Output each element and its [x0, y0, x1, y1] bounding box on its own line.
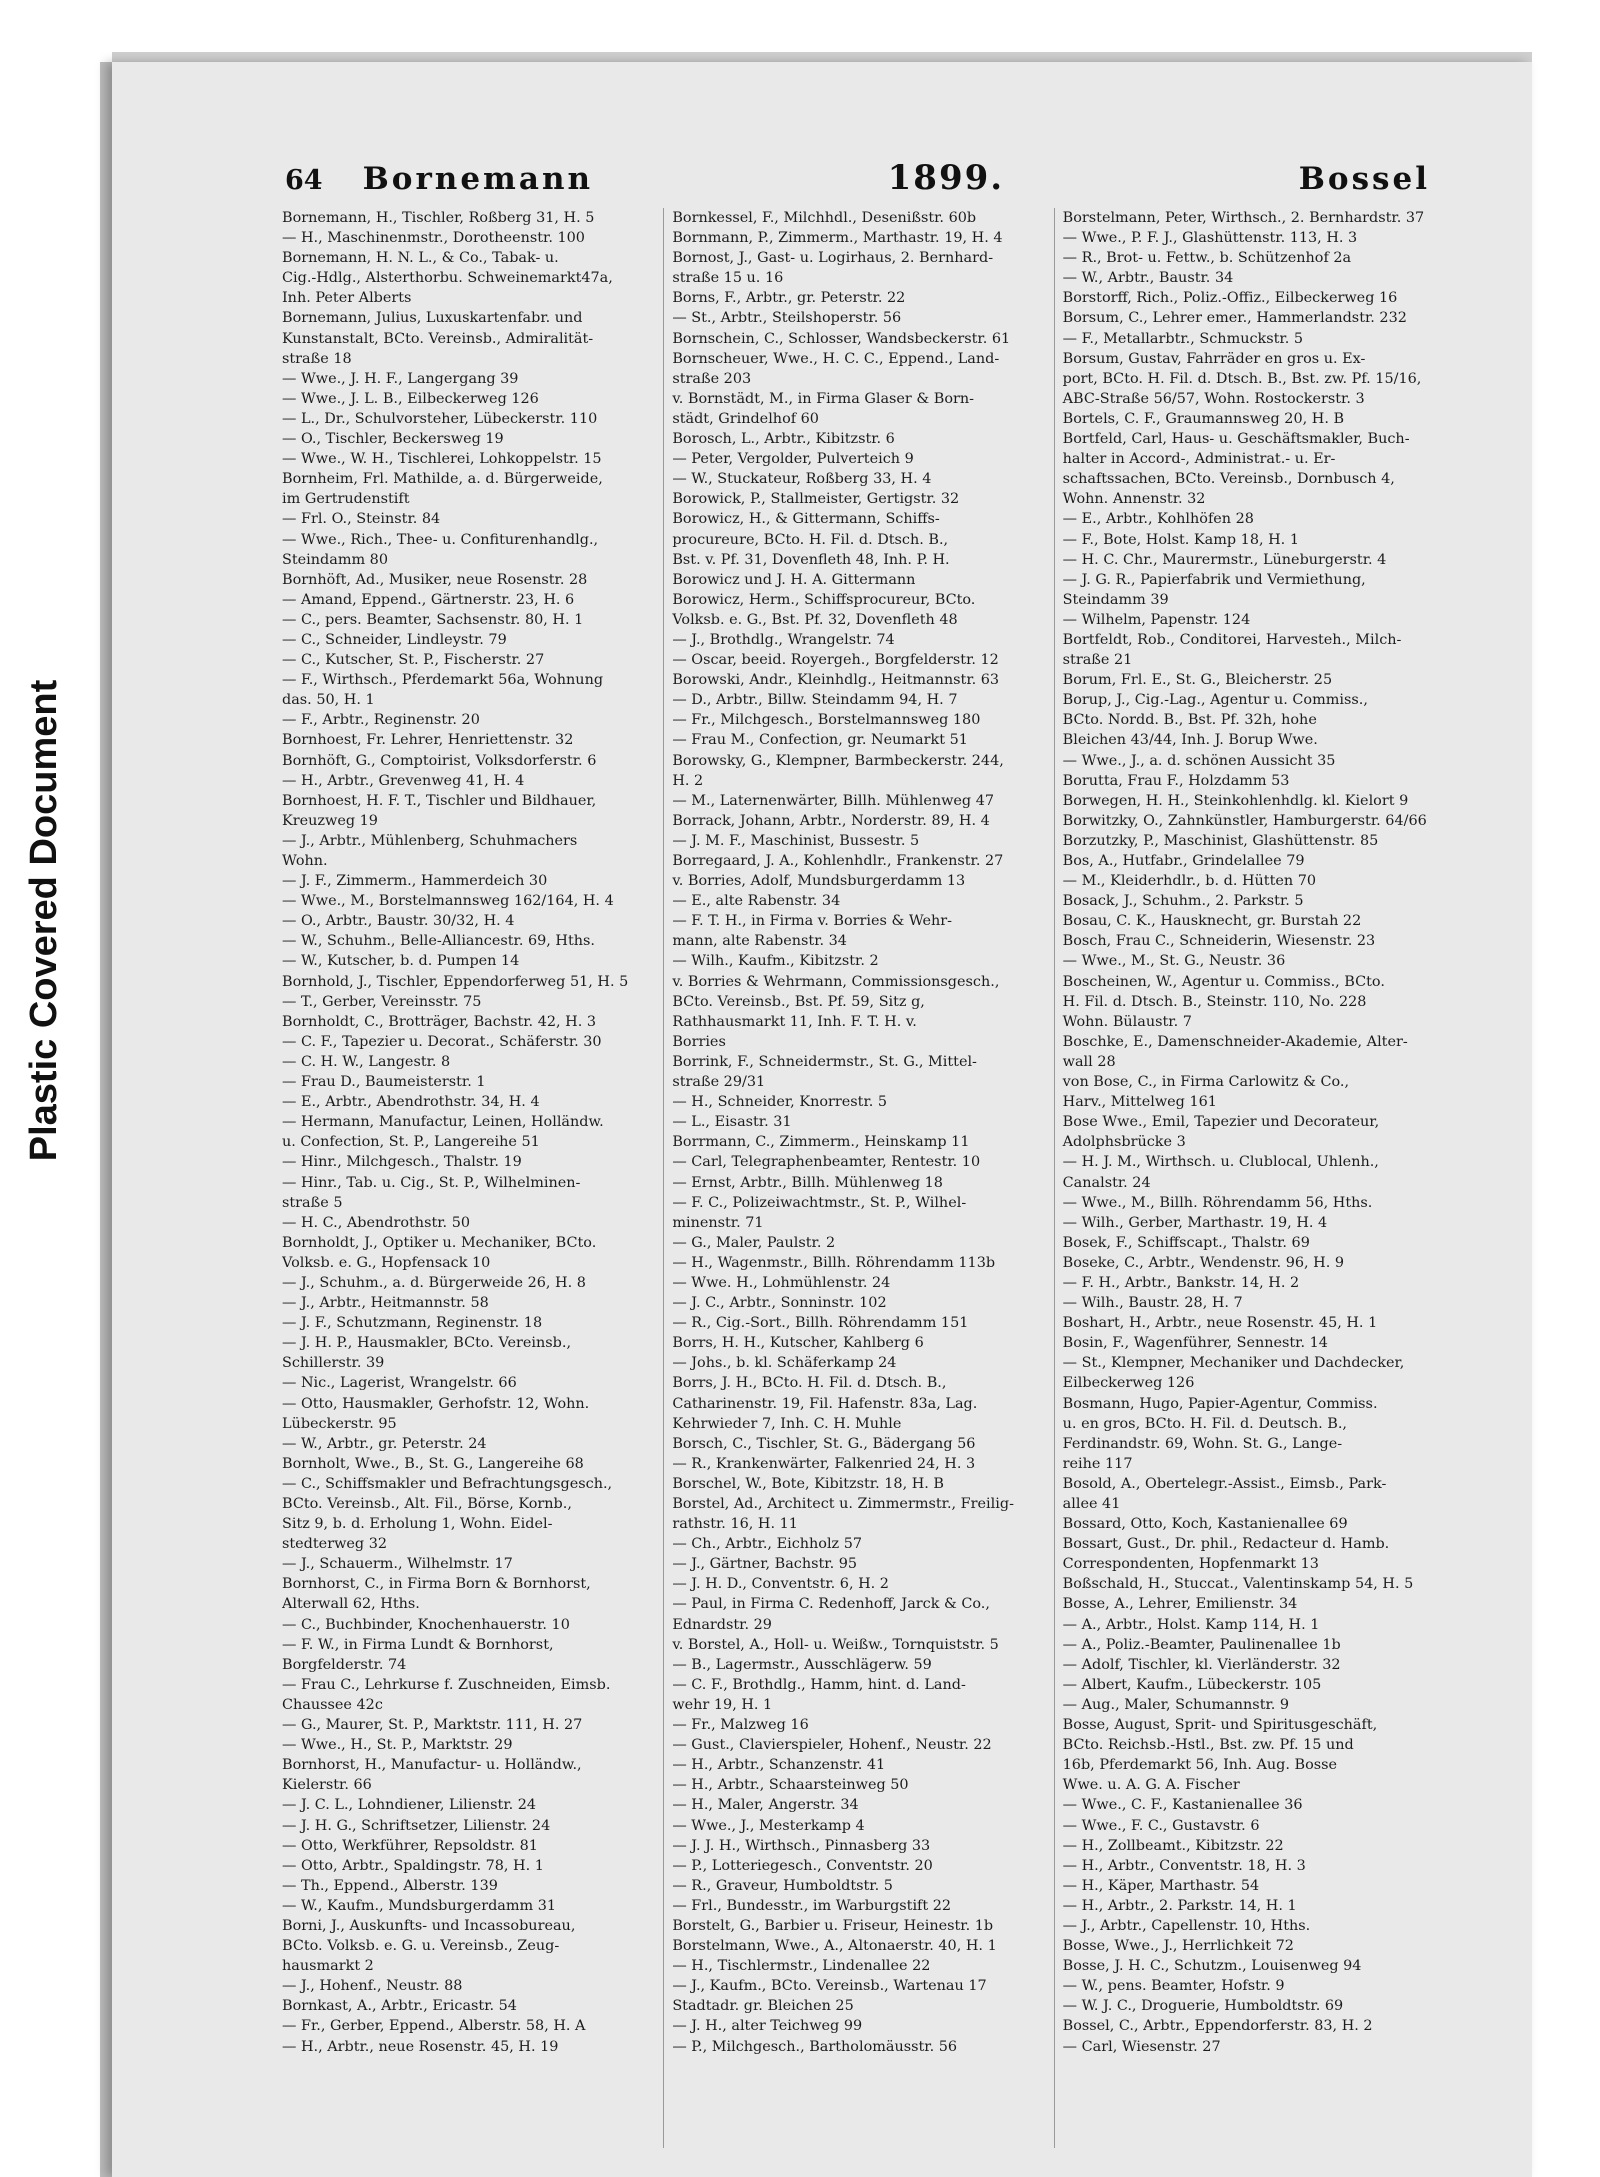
directory-line: — J., Brothdlg., Wrangelstr. 74: [672, 631, 895, 648]
directory-line: — Otto, Werkführer, Repsoldstr. 81: [282, 1837, 538, 1854]
directory-line: stedterweg 32: [282, 1536, 388, 1553]
directory-line: Ferdinandstr. 69, Wohn. St. G., Lange-: [1062, 1435, 1343, 1452]
directory-line: — C., Schiffsmakler und Befrachtungsgesch.,: [282, 1475, 613, 1492]
directory-line: Borrs, H. H., Kutscher, Kahlberg 6: [672, 1335, 924, 1352]
directory-line: Chaussee 42c: [282, 1696, 383, 1713]
directory-line: Bornschein, C., Schlosser, Wandsbeckerstr. 61: [672, 330, 1011, 347]
directory-line: Bossard, Otto, Koch, Kastanienallee 69: [1062, 1516, 1348, 1533]
directory-line: Borrmann, C., Zimmerm., Heinskamp 11: [672, 1134, 970, 1151]
directory-line: Schillerstr. 39: [282, 1355, 385, 1372]
directory-line: — H., Arbtr., Grevenweg 41, H. 4: [282, 772, 525, 789]
directory-line: H. Fil. d. Dtsch. B., Steinstr. 110, No. 228: [1062, 993, 1367, 1010]
directory-line: Bortfeldt, Rob., Conditorei, Harvesteh., Milch-: [1062, 631, 1402, 648]
directory-line: Bosold, A., Obertelegr.-Assist., Eimsb., Park-: [1062, 1475, 1387, 1492]
directory-line: — Johs., b. kl. Schäferkamp 24: [672, 1355, 897, 1372]
directory-line: — W. J. C., Droguerie, Humboldtstr. 69: [1062, 1998, 1344, 2015]
directory-line: — C., pers. Beamter, Sachsenstr. 80, H. 1: [282, 611, 584, 628]
directory-line: Kunstanstalt, BCto. Vereinsb., Admiralität-: [282, 330, 594, 347]
directory-line: Borsum, C., Lehrer emer., Hammerlandstr. 232: [1062, 310, 1407, 327]
directory-line: reihe 117: [1062, 1455, 1133, 1472]
directory-line: Bortels, C. F., Graumannsweg 20, H. B: [1062, 410, 1345, 427]
directory-line: Bornhöft, Ad., Musiker, neue Rosenstr. 28: [282, 571, 588, 588]
directory-line: u. en gros, BCto. H. Fil. d. Deutsch. B.,: [1062, 1415, 1348, 1432]
directory-line: — A., Poliz.-Beamter, Paulinenallee 1b: [1062, 1636, 1341, 1653]
directory-line: — H., Arbtr., 2. Parkstr. 14, H. 1: [1062, 1897, 1297, 1914]
directory-line: Bosse, A., Lehrer, Emilienstr. 34: [1062, 1596, 1298, 1613]
directory-line: Borgfelderstr. 74: [282, 1656, 407, 1673]
directory-line: Ednardstr. 29: [672, 1616, 772, 1633]
directory-line: — R., Krankenwärter, Falkenried 24, H. 3: [672, 1455, 976, 1472]
header-left: [285, 161, 593, 197]
directory-line: Borns, F., Arbtr., gr. Peterstr. 22: [672, 290, 906, 307]
directory-line: Bortfeld, Carl, Haus- u. Geschäftsmakler, Buch-: [1062, 431, 1410, 448]
directory-line: Borowicz, H., & Gittermann, Schiffs-: [672, 511, 940, 528]
directory-line: Canalstr. 24: [1062, 1174, 1151, 1191]
directory-line: Bornhorst, C., in Firma Born & Bornhorst,: [282, 1576, 591, 1593]
directory-line: Wohn. Bülaustr. 7: [1062, 1013, 1192, 1030]
directory-line: — Nic., Lagerist, Wrangelstr. 66: [282, 1375, 517, 1392]
directory-line: — Gust., Clavierspieler, Hohenf., Neustr. 22: [672, 1737, 992, 1754]
directory-line: — W., Arbtr., Baustr. 34: [1062, 270, 1234, 287]
directory-line: Borum, Frl. E., St. G., Bleicherstr. 25: [1062, 672, 1333, 689]
directory-line: v. Bornstädt, M., in Firma Glaser & Born-: [672, 390, 975, 407]
directory-line: — Wilh., Baustr. 28, H. 7: [1062, 1295, 1243, 1312]
directory-line: — Fr., Milchgesch., Borstelmannsweg 180: [672, 712, 981, 729]
directory-line: — Wwe., C. F., Kastanienallee 36: [1062, 1797, 1303, 1814]
column-left: [282, 208, 651, 2148]
directory-line: Borregaard, J. A., Kohlenhdlr., Frankenstr. 27: [672, 853, 1004, 869]
directory-line: Bornscheuer, Wwe., H. C. C., Eppend., Land-: [672, 350, 1000, 367]
directory-line: Bornheim, Frl. Mathilde, a. d. Bürgerweide,: [282, 471, 603, 488]
plastic-covered-label: [0, 640, 90, 1200]
directory-line: BCto. Volksb. e. G. u. Vereinsb., Zeug-: [282, 1938, 560, 1955]
directory-line: — P., Milchgesch., Bartholomäusstr. 56: [672, 2038, 958, 2055]
directory-line: ABC-Straße 56/57, Wohn. Rostockerstr. 3: [1062, 390, 1365, 407]
directory-line: Correspondenten, Hopfenmarkt 13: [1062, 1556, 1319, 1573]
directory-line: Volksb. e. G., Bst. Pf. 32, Dovenfleth 48: [672, 611, 958, 628]
directory-line: — H., Zollbeamt., Kibitzstr. 22: [1062, 1837, 1284, 1854]
directory-line: — Paul, in Firma C. Redenhoff, Jarck & Co.,: [672, 1596, 990, 1613]
directory-line: — Fr., Malzweg 16: [672, 1717, 809, 1734]
directory-line: — Frau C., Lehrkurse f. Zuschneiden, Eimsb.: [282, 1676, 611, 1693]
directory-line: — Wilh., Kaufm., Kibitzstr. 2: [672, 953, 879, 970]
column-right: [1054, 208, 1432, 2148]
directory-line: — Albert, Kaufm., Lübeckerstr. 105: [1062, 1676, 1322, 1693]
directory-line: Borstelmann, Wwe., A., Altonaerstr. 40, H. 1: [672, 1938, 997, 1955]
directory-line: — Wwe., J., a. d. schönen Aussicht 35: [1062, 752, 1336, 769]
directory-line: procureure, BCto. H. Fil. d. Dtsch. B.,: [672, 531, 949, 548]
directory-line: — J., Arbtr., Heitmannstr. 58: [282, 1295, 489, 1312]
directory-line: Bosse, August, Sprit- und Spiritusgeschäft,: [1062, 1717, 1378, 1734]
directory-line: Bossel, C., Arbtr., Eppendorferstr. 83, H. 2: [1062, 2018, 1373, 2035]
directory-line: Wohn. Annenstr. 32: [1062, 491, 1206, 508]
directory-line: Bornhoest, Fr. Lehrer, Henriettenstr. 32: [282, 732, 574, 749]
directory-line: — St., Arbtr., Steilshoperstr. 56: [672, 310, 902, 327]
directory-line: — R., Graveur, Humboldtstr. 5: [672, 1877, 893, 1894]
directory-line: — Frl. O., Steinstr. 84: [282, 511, 441, 528]
directory-line: — E., Arbtr., Abendrothstr. 34, H. 4: [282, 1094, 540, 1111]
directory-line: — J., Schuhm., a. d. Bürgerweide 26, H. 8: [282, 1274, 586, 1291]
directory-line: Bosmann, Hugo, Papier-Agentur, Commiss.: [1062, 1395, 1378, 1412]
directory-line: Bosau, C. K., Hausknecht, gr. Burstah 22: [1062, 913, 1362, 930]
directory-line: Boscheinen, W., Agentur u. Commiss., BCto.: [1062, 973, 1385, 990]
directory-line: — J. G. R., Papierfabrik und Vermiethung,: [1062, 571, 1366, 588]
directory-line: Borutta, Frau F., Holzdamm 53: [1062, 772, 1290, 789]
directory-line: — H., Arbtr., Schaarsteinweg 50: [672, 1777, 909, 1794]
directory-line: Borwegen, H. H., Steinkohlenhdlg. kl. Kielort 9: [1062, 792, 1409, 809]
directory-line: Kreuzweg 19: [282, 812, 378, 829]
directory-line: — Otto, Hausmakler, Gerhofstr. 12, Wohn.: [282, 1395, 590, 1412]
directory-line: — H. C., Abendrothstr. 50: [282, 1214, 471, 1231]
directory-line: v. Borries & Wehrmann, Commissionsgesch.,: [672, 973, 1000, 990]
directory-line: — Wwe., P. F. J., Glashüttenstr. 113, H. 3: [1062, 230, 1358, 247]
directory-line: straße 5: [282, 1194, 343, 1211]
directory-line: — Wwe., Rich., Thee- u. Confiturenhandlg.,: [282, 531, 599, 548]
directory-line: Bornhorst, H., Manufactur- u. Holländw.,: [282, 1757, 582, 1774]
directory-line: Wwe. u. A. G. A. Fischer: [1062, 1777, 1240, 1794]
directory-line: — Otto, Arbtr., Spaldingstr. 78, H. 1: [282, 1857, 544, 1874]
directory-line: Kehrwieder 7, Inh. C. H. Muhle: [672, 1415, 902, 1432]
directory-line: Borowski, Andr., Kleinhdlg., Heitmannstr. 63: [672, 672, 1000, 689]
directory-line: Borowick, P., Stallmeister, Gertigstr. 32: [672, 491, 960, 508]
directory-line: — J. M. F., Maschinist, Bussestr. 5: [672, 832, 920, 849]
directory-line: — J. H. P., Hausmakler, BCto. Vereinsb.,: [282, 1335, 572, 1352]
directory-line: BCto. Reichsb.-Hstl., Bst. zw. Pf. 15 und: [1062, 1737, 1354, 1754]
directory-line: — G., Maler, Paulstr. 2: [672, 1234, 836, 1251]
directory-line: Borowicz und J. H. A. Gittermann: [672, 571, 916, 588]
directory-line: Bornholdt, C., Brotträger, Bachstr. 42, H. 3: [282, 1013, 597, 1030]
directory-line: Bornhoest, H. F. T., Tischler und Bildhauer,: [282, 792, 597, 809]
directory-line: — H. C. Chr., Maurermstr., Lüneburgerstr. 4: [1062, 551, 1387, 568]
directory-line: Lübeckerstr. 95: [282, 1415, 397, 1432]
directory-line: straße 18: [282, 350, 352, 367]
directory-line: — L., Eisastr. 31: [672, 1114, 792, 1131]
directory-line: — H., Arbtr., neue Rosenstr. 45, H. 19: [282, 2038, 559, 2055]
directory-line: Bornholdt, J., Optiker u. Mechaniker, BCto.: [282, 1234, 597, 1251]
directory-line: — P., Lotteriegesch., Conventstr. 20: [672, 1857, 933, 1874]
directory-line: — Ernst, Arbtr., Billh. Mühlenweg 18: [672, 1174, 943, 1191]
directory-line: städt, Grindelhof 60: [672, 410, 819, 427]
directory-line: 16b, Pferdemarkt 56, Inh. Aug. Bosse: [1062, 1757, 1338, 1774]
directory-line: — Oscar, beeid. Royergeh., Borgfelderstr. 12: [672, 652, 999, 669]
directory-line: Borstorff, Rich., Poliz.-Offiz., Eilbeckerweg 16: [1062, 290, 1398, 307]
directory-line: — J. H. G., Schriftsetzer, Lilienstr. 24: [282, 1817, 551, 1834]
directory-line: Bleichen 43/44, Inh. J. Borup Wwe.: [1062, 732, 1318, 749]
directory-line: — M., Kleiderhdlr., b. d. Hütten 70: [1062, 873, 1317, 890]
directory-line: — H., Maler, Angerstr. 34: [672, 1797, 859, 1814]
directory-line: — O., Tischler, Beckersweg 19: [282, 431, 504, 448]
directory-line: — W., Kutscher, b. d. Pumpen 14: [282, 953, 520, 970]
directory-line: — G., Maurer, St. P., Marktstr. 111, H. 27: [282, 1717, 583, 1734]
directory-line: Borup, J., Cig.-Lag., Agentur u. Commiss.,: [1062, 692, 1368, 709]
directory-line: — J., Hohenf., Neustr. 88: [282, 1978, 463, 1995]
directory-line: Bornholt, Wwe., B., St. G., Langereihe 68: [282, 1455, 584, 1472]
column-middle: [663, 208, 1041, 2148]
directory-line: Volksb. e. G., Hopfensack 10: [282, 1254, 491, 1271]
directory-line: allee 41: [1062, 1496, 1121, 1512]
directory-line: — H., Tischlermstr., Lindenallee 22: [672, 1958, 931, 1975]
directory-line: Borowsky, G., Klempner, Barmbeckerstr. 244,: [672, 752, 1004, 769]
directory-line: straße 15 u. 16: [672, 270, 784, 287]
directory-line: von Bose, C., in Firma Carlowitz & Co.,: [1062, 1074, 1350, 1091]
directory-line: straße 203: [672, 370, 752, 387]
directory-line: Cig.-Hdlg., Alsterthorbu. Schweinemarkt47a,: [282, 270, 613, 287]
directory-line: Bossart, Gust., Dr. phil., Redacteur d. Hamb.: [1062, 1536, 1390, 1553]
directory-line: — Frau M., Confection, gr. Neumarkt 51: [672, 732, 968, 749]
directory-line: — C. F., Tapezier u. Decorat., Schäferstr. 30: [282, 1033, 602, 1050]
directory-line: Borwitzky, O., Zahnkünstler, Hamburgerstr. 64/66: [1062, 812, 1427, 829]
directory-line: mann, alte Rabenstr. 34: [672, 933, 847, 950]
directory-line: Bosin, F., Wagenführer, Sennestr. 14: [1062, 1335, 1328, 1352]
directory-line: — L., Dr., Schulvorsteher, Lübeckerstr. 110: [282, 410, 598, 427]
directory-line: wall 28: [1062, 1053, 1116, 1070]
directory-line: Borstelt, G., Barbier u. Friseur, Heinestr. 1b: [672, 1917, 994, 1934]
directory-line: — H. J. M., Wirthsch. u. Clublocal, Uhlenh.,: [1062, 1154, 1379, 1171]
directory-line: — A., Arbtr., Holst. Kamp 114, H. 1: [1062, 1616, 1320, 1633]
directory-line: — H., Wagenmstr., Billh. Röhrendamm 113b: [672, 1254, 996, 1271]
directory-line: Bornkast, A., Arbtr., Ericastr. 54: [282, 1998, 517, 2015]
directory-line: — M., Laternenwärter, Billh. Mühlenweg 47: [672, 792, 995, 809]
directory-line: Borosch, L., Arbtr., Kibitzstr. 6: [672, 431, 895, 448]
directory-line: v. Borstel, A., Holl- u. Weißw., Tornquiststr. 5: [672, 1636, 999, 1653]
directory-line: — F., Bote, Holst. Kamp 18, H. 1: [1062, 531, 1299, 548]
directory-line: Borrs, J. H., BCto. H. Fil. d. Dtsch. B.,: [672, 1375, 947, 1392]
directory-line: schaftssachen, BCto. Vereinsb., Dornbusch 4,: [1062, 471, 1395, 488]
directory-line: — J. J. H., Wirthsch., Pinnasberg 33: [672, 1837, 931, 1854]
directory-line: — F. C., Polizeiwachtmstr., St. P., Wilhel-: [672, 1194, 967, 1211]
directory-line: das. 50, H. 1: [282, 692, 375, 709]
directory-line: — Hinr., Milchgesch., Thalstr. 19: [282, 1154, 522, 1171]
directory-line: Rathhausmarkt 11, Inh. F. T. H. v.: [672, 1013, 917, 1030]
directory-line: Borstelmann, Peter, Wirthsch., 2. Bernhardstr. 37: [1062, 210, 1425, 226]
directory-line: Bosch, Frau C., Schneiderin, Wiesenstr. 23: [1062, 933, 1376, 950]
directory-line: — H., Maschinenmstr., Dorotheenstr. 100: [282, 230, 585, 247]
directory-line: Boschke, E., Damenschneider-Akademie, Alter-: [1062, 1033, 1408, 1050]
directory-line: — J., Arbtr., Mühlenberg, Schuhmachers: [282, 832, 578, 849]
directory-line: Borstel, Ad., Architect u. Zimmermstr., Freilig-: [672, 1496, 1014, 1512]
directory-line: — J., Schauerm., Wilhelmstr. 17: [282, 1556, 513, 1573]
directory-line: — B., Lagermstr., Ausschlägerw. 59: [672, 1656, 932, 1673]
directory-line: — E., Arbtr., Kohlhöfen 28: [1062, 511, 1254, 528]
directory-line: Eilbeckerweg 126: [1062, 1375, 1195, 1392]
directory-line: minenstr. 71: [672, 1214, 764, 1231]
directory-line: im Gertrudenstift: [282, 491, 410, 508]
directory-line: — Aug., Maler, Schumannstr. 9: [1062, 1696, 1290, 1713]
directory-line: — R., Cig.-Sort., Billh. Röhrendamm 151: [672, 1315, 969, 1332]
directory-line: Bosse, Wwe., J., Herrlichkeit 72: [1062, 1938, 1294, 1955]
directory-line: v. Borries, Adolf, Mundsburgerdamm 13: [672, 873, 966, 890]
directory-line: wehr 19, H. 1: [672, 1696, 773, 1713]
directory-line: — F. W., in Firma Lundt & Bornhorst,: [282, 1636, 554, 1653]
year: 1899.: [887, 158, 1005, 198]
directory-line: — Wwe., J., Mesterkamp 4: [672, 1817, 865, 1834]
directory-line: Bos, A., Hutfabr., Grindelallee 79: [1062, 853, 1305, 869]
directory-line: Boßschald, H., Stuccat., Valentinskamp 54, H. 5: [1062, 1576, 1414, 1593]
directory-line: — F., Metallarbtr., Schmuckstr. 5: [1062, 330, 1304, 347]
directory-line: — J. H. D., Conventstr. 6, H. 2: [672, 1576, 889, 1593]
directory-line: Bornost, J., Gast- u. Logirhaus, 2. Bernhard-: [672, 250, 994, 267]
right-keyword: Bossel: [1298, 161, 1430, 197]
directory-line: — Wwe., M., St. G., Neustr. 36: [1062, 953, 1286, 970]
directory-line: Stadtadr. gr. Bleichen 25: [672, 1998, 854, 2015]
directory-line: Bosack, J., Schuhm., 2. Parkstr. 5: [1062, 893, 1304, 910]
directory-line: Bose Wwe., Emil, Tapezier und Decorateur,: [1062, 1114, 1380, 1131]
directory-line: — J. C. L., Lohndiener, Lilienstr. 24: [282, 1797, 537, 1814]
directory-line: Borries: [672, 1033, 726, 1050]
directory-line: — Wwe., J. L. B., Eilbeckerweg 126: [282, 390, 539, 407]
directory-line: — H., Schneider, Knorrestr. 5: [672, 1094, 888, 1111]
directory-line: Bornemann, H. N. L., & Co., Tabak- u.: [282, 250, 559, 267]
directory-line: — F. H., Arbtr., Bankstr. 14, H. 2: [1062, 1274, 1300, 1291]
directory-line: Borsch, C., Tischler, St. G., Bädergang 56: [672, 1435, 976, 1452]
directory-line: — Carl, Wiesenstr. 27: [1062, 2038, 1221, 2055]
directory-line: straße 21: [1062, 652, 1133, 669]
directory-line: — Wwe., J. H. F., Langergang 39: [282, 370, 519, 387]
directory-line: H. 2: [672, 772, 704, 789]
directory-line: BCto. Nordd. B., Bst. Pf. 32h, hohe: [1062, 712, 1317, 729]
page-number: 64: [285, 165, 323, 196]
directory-line: BCto. Vereinsb., Alt. Fil., Börse, Kornb.,: [282, 1496, 572, 1512]
directory-line: — D., Arbtr., Billw. Steindamm 94, H. 7: [672, 692, 958, 709]
directory-line: — R., Brot- u. Fettw., b. Schützenhof 2a: [1062, 250, 1352, 267]
directory-line: Bornkessel, F., Milchhdl., Desenißstr. 60b: [672, 210, 977, 226]
directory-line: rathstr. 16, H. 11: [672, 1516, 798, 1533]
directory-line: — C., Schneider, Lindleystr. 79: [282, 631, 507, 648]
directory-line: — J. H., alter Teichweg 99: [672, 2018, 863, 2035]
directory-line: — Adolf, Tischler, kl. Vierländerstr. 32: [1062, 1656, 1341, 1673]
directory-line: — H., Käper, Marthastr. 54: [1062, 1877, 1260, 1894]
directory-line: — Peter, Vergolder, Pulverteich 9: [672, 451, 914, 468]
directory-line: — F., Arbtr., Reginenstr. 20: [282, 712, 480, 729]
directory-line: Boseke, C., Arbtr., Wendenstr. 96, H. 9: [1062, 1254, 1345, 1271]
directory-line: — W., pens. Beamter, Hofstr. 9: [1062, 1978, 1285, 1995]
directory-line: — C. H. W., Langestr. 8: [282, 1053, 451, 1070]
directory-line: Catharinenstr. 19, Fil. Hafenstr. 83a, Lag.: [672, 1395, 978, 1412]
directory-line: — Frau D., Baumeisterstr. 1: [282, 1074, 486, 1091]
directory-line: — Wwe., H., St. P., Marktstr. 29: [282, 1737, 513, 1754]
directory-line: Bornhold, J., Tischler, Eppendorferweg 51, H. 5: [282, 973, 629, 990]
directory-line: — H., Arbtr., Schanzenstr. 41: [672, 1757, 886, 1774]
directory-line: — Wwe., M., Borstelmannsweg 162/164, H. 4: [282, 893, 614, 910]
directory-line: — O., Arbtr., Baustr. 30/32, H. 4: [282, 913, 515, 930]
directory-line: — Amand, Eppend., Gärtnerstr. 23, H. 6: [282, 591, 575, 608]
directory-line: Alterwall 62, Hths.: [282, 1596, 420, 1613]
directory-line: Bornhöft, G., Comptoirist, Volksdorferstr. 6: [282, 752, 597, 769]
directory-line: hausmarkt 2: [282, 1958, 374, 1975]
directory-line: Bornmann, P., Zimmerm., Marthastr. 19, H. 4: [672, 230, 1003, 247]
directory-line: Borschel, W., Bote, Kibitzstr. 18, H. B: [672, 1475, 944, 1492]
directory-line: Steindamm 39: [1062, 591, 1169, 608]
directory-line: Harv., Mittelweg 161: [1062, 1094, 1217, 1111]
directory-line: Bornemann, Julius, Luxuskartenfabr. und: [282, 310, 583, 327]
directory-line: — Wwe., W. H., Tischlerei, Lohkoppelstr. 15: [282, 451, 602, 468]
directory-line: — W., Stuckateur, Roßberg 33, H. 4: [672, 471, 932, 488]
directory-line: Borni, J., Auskunfts- und Incassobureau,: [282, 1917, 576, 1934]
directory-line: halter in Accord-, Administrat.- u. Er-: [1062, 451, 1336, 468]
directory-line: — C. F., Brothdlg., Hamm, hint. d. Land-: [672, 1676, 966, 1693]
directory-line: — J. F., Zimmerm., Hammerdeich 30: [282, 873, 548, 890]
directory-line: — Hinr., Tab. u. Cig., St. P., Wilhelminen-: [282, 1174, 581, 1191]
directory-line: Kielerstr. 66: [282, 1777, 372, 1794]
directory-line: — Wilhelm, Papenstr. 124: [1062, 611, 1251, 628]
directory-columns: [282, 208, 1432, 2148]
directory-line: Bornemann, H., Tischler, Roßberg 31, H. 5: [282, 210, 595, 226]
directory-line: straße 29/31: [672, 1074, 766, 1091]
directory-line: Borowicz, Herm., Schiffsprocureur, BCto.: [672, 591, 976, 608]
directory-line: — Ch., Arbtr., Eichholz 57: [672, 1536, 863, 1553]
directory-line: — J., Gärtner, Bachstr. 95: [672, 1556, 858, 1573]
directory-line: — C., Buchbinder, Knochenhauerstr. 10: [282, 1616, 570, 1633]
directory-line: Bst. v. Pf. 31, Dovenfleth 48, Inh. P. H.: [672, 551, 950, 568]
directory-line: — Wwe. H., Lohmühlenstr. 24: [672, 1274, 891, 1291]
directory-line: Boshart, H., Arbtr., neue Rosenstr. 45, H. 1: [1062, 1315, 1378, 1332]
directory-line: BCto. Vereinsb., Bst. Pf. 59, Sitz g,: [672, 993, 925, 1010]
directory-line: — E., alte Rabenstr. 34: [672, 893, 841, 910]
directory-line: Wohn.: [282, 853, 328, 869]
directory-line: — W., Schuhm., Belle-Alliancestr. 69, Hths.: [282, 933, 595, 950]
directory-line: — Wwe., F. C., Gustavstr. 6: [1062, 1817, 1260, 1834]
side-label-text: Plastic Covered Document: [23, 679, 66, 1161]
directory-line: — F., Wirthsch., Pferdemarkt 56a, Wohnung: [282, 672, 604, 689]
directory-line: Inh. Peter Alberts: [282, 290, 412, 307]
directory-line: — Wilh., Gerber, Marthastr. 19, H. 4: [1062, 1214, 1328, 1231]
directory-line: — J. F., Schutzmann, Reginenstr. 18: [282, 1315, 543, 1332]
directory-line: — C., Kutscher, St. P., Fischerstr. 27: [282, 652, 545, 669]
directory-line: Steindamm 80: [282, 551, 388, 568]
directory-line: — Hermann, Manufactur, Leinen, Holländw.: [282, 1114, 604, 1131]
left-keyword: Bornemann: [362, 161, 594, 197]
directory-line: — F. T. H., in Firma v. Borries & Wehr-: [672, 913, 952, 930]
directory-line: — Th., Eppend., Alberstr. 139: [282, 1877, 498, 1894]
directory-line: Borzutzky, P., Maschinist, Glashüttenstr. 85: [1062, 832, 1379, 849]
directory-line: Borrink, F., Schneidermstr., St. G., Mittel-: [672, 1053, 977, 1070]
directory-line: — Fr., Gerber, Eppend., Alberstr. 58, H. A: [282, 2018, 586, 2035]
directory-line: port, BCto. H. Fil. d. Dtsch. B., Bst. zw. Pf. 15/16,: [1062, 370, 1422, 387]
directory-line: Bosek, F., Schiffscapt., Thalstr. 69: [1062, 1234, 1310, 1251]
directory-line: — H., Arbtr., Conventstr. 18, H. 3: [1062, 1857, 1306, 1874]
directory-line: — Frl., Bundesstr., im Warburgstift 22: [672, 1897, 952, 1914]
directory-line: — St., Klempner, Mechaniker und Dachdecker,: [1062, 1355, 1405, 1372]
directory-line: — J., Kaufm., BCto. Vereinsb., Wartenau 17: [672, 1978, 987, 1995]
directory-line: — Carl, Telegraphenbeamter, Rentestr. 10: [672, 1154, 981, 1171]
directory-line: — T., Gerber, Vereinsstr. 75: [282, 993, 482, 1010]
directory-line: — J. C., Arbtr., Sonninstr. 102: [672, 1295, 887, 1312]
directory-line: Bosse, J. H. C., Schutzm., Louisenweg 94: [1062, 1958, 1362, 1975]
directory-line: — Wwe., M., Billh. Röhrendamm 56, Hths.: [1062, 1194, 1373, 1211]
directory-line: Adolphsbrücke 3: [1062, 1134, 1186, 1151]
directory-line: Sitz 9, b. d. Erholung 1, Wohn. Eidel-: [282, 1516, 553, 1533]
directory-line: Borrack, Johann, Arbtr., Norderstr. 89, H. 4: [672, 812, 990, 829]
directory-line: — J., Arbtr., Capellenstr. 10, Hths.: [1062, 1917, 1311, 1934]
directory-line: u. Confection, St. P., Langereihe 51: [282, 1134, 540, 1151]
directory-line: — W., Kaufm., Mundsburgerdamm 31: [282, 1897, 557, 1914]
directory-line: — W., Arbtr., gr. Peterstr. 24: [282, 1435, 487, 1452]
directory-line: Borsum, Gustav, Fahrräder en gros u. Ex-: [1062, 350, 1366, 367]
